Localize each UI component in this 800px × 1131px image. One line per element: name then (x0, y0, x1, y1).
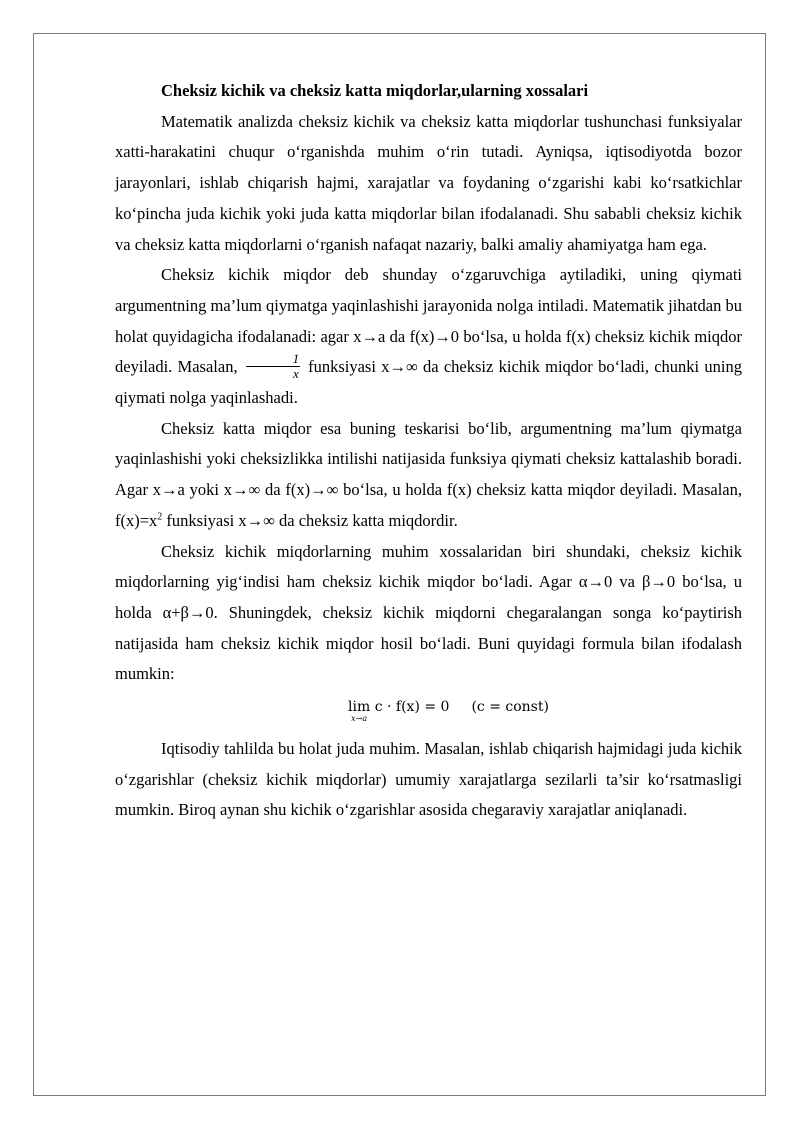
limit-operator (348, 700, 370, 723)
fraction-numerator: 1 (246, 352, 301, 367)
limit-label: lim (348, 699, 371, 716)
paragraph-infinite-text-b: funksiyasi x→∞ da cheksiz katta miqdordir. (162, 510, 458, 530)
formula-expression: c · f(x) = 0 (374, 699, 450, 716)
document-body (115, 76, 742, 826)
paragraph-infinitesimal (115, 260, 742, 414)
paragraph-economics: Iqtisodiy tahlilda bu holat juda muhim. Masalan, ishlab chiqarish hajmidagi juda kichik o‘zgarishlar (cheksiz kichik miqdorlar) umumiy xarajatlarga sezilarli ta’sir ko‘rsatmasligi mumkin. Biroq aynan shu kichik o‘zgarishlar asosida chegaraviy xarajatlar aniqlanadi. (115, 739, 742, 820)
fraction-one-over-x (246, 352, 301, 381)
limit-subscript: x→a (351, 714, 368, 724)
formula-condition: (c = const) (471, 699, 549, 716)
paragraph-intro: Matematik analizda cheksiz kichik va cheksiz katta miqdorlar tushunchasi funksiyalar xatti-harakatini chuqur o‘rganishda muhim o‘rin tutadi. Ayniqsa, iqtisodiyotda bozor jarayonlari, ishlab chiqarish hajmi, xarajatlar va foydaning o‘zgarishi kabi ko‘rsatkichlar ko‘pincha juda kichik yoki juda katta miqdorlar bilan ifodalanadi. Shu sababli cheksiz kichik va cheksiz katta miqdorlarni o‘rganish nafaqat nazariy, balki amaliy ahamiyatga ham ega. (115, 111, 742, 254)
paragraph-infinitesimal-text-a: Cheksiz kichik miqdor deb shunday o‘zgaruvchiga aytiladiki, uning qiymati argumentning ma’lum qiymatga yaqinlashishi jarayonida nolga intiladi. Matematik jihatdan bu holat quyidagicha ifodalanadi: agar x→a da f(x)→0 bo‘lsa, u holda f(x) cheksiz kichik miqdor deyiladi. Masalan, (115, 265, 742, 377)
fraction-denominator: x (292, 366, 299, 382)
document-title: Cheksiz kichik va cheksiz katta miqdorlar,ularning xossalari (161, 81, 589, 100)
paragraph-properties: Cheksiz kichik miqdorlarning muhim xossalaridan biri shundaki, cheksiz kichik miqdorlarning yig‘indisi ham cheksiz kichik miqdor bo‘ladi. Agar α→0 va β→0 bo‘lsa, u holda α+β→0. Shuningdek, cheksiz kichik miqdorni chegaralangan songa ko‘paytirish natijasida ham cheksiz kichik miqdor hosil bo‘ladi. Buni quyidagi formula bilan ifodalash mumkin: (115, 541, 742, 684)
limit-formula (115, 690, 742, 734)
paragraph-infinite-text-a: Cheksiz katta miqdor esa buning teskarisi bo‘lib, argumentning ma’lum qiymatga yaqinlashishi yoki cheksizlikka intilishi natijasida funksiya qiymati cheksiz kattalashib boradi. Agar x→a yoki x→∞ da f(x)→∞ bo‘lsa, u holda f(x) cheksiz katta miqdor deyiladi. Masalan, f(x)=x (115, 418, 742, 530)
paragraph-infinite (115, 414, 742, 537)
exponent-two: 2 (157, 511, 163, 523)
paragraph-infinitesimal-text-b: funksiyasi x→∞ da cheksiz kichik miqdor bo‘ladi, chunki uning qiymati nolga yaqinlashadi. (115, 357, 743, 408)
